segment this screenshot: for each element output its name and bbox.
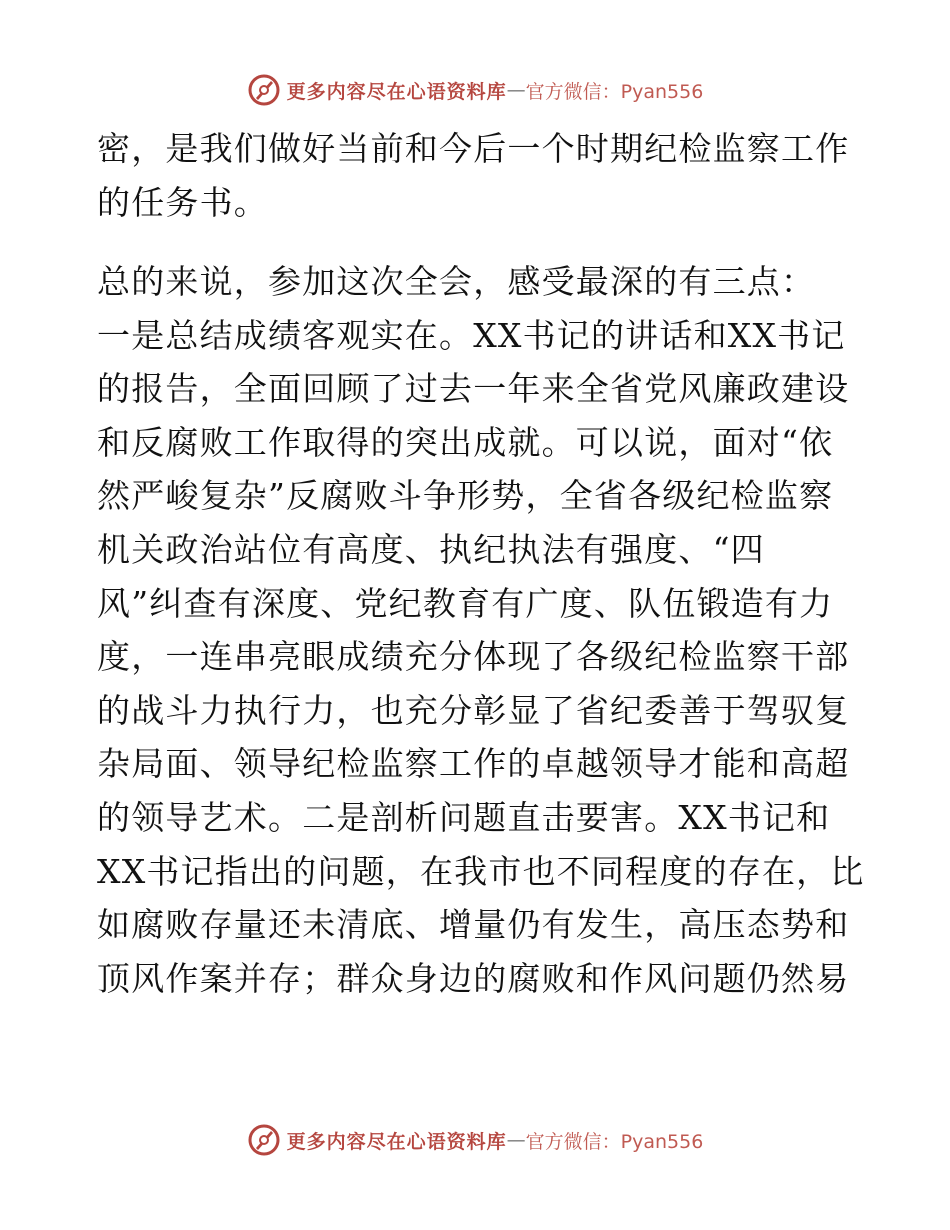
- watermark-contact: 官方微信：Pyan556: [525, 80, 704, 103]
- watermark-brand: 更多内容尽在心语资料库: [286, 1130, 507, 1153]
- text-line: 顶风作案并存；群众身边的腐败和作风问题仍然易: [97, 958, 850, 998]
- text-line: 的任务书。: [97, 182, 268, 222]
- watermark-dash: —: [506, 79, 526, 101]
- text-line: 机关政治站位有高度、执纪执法有强度、“四: [97, 529, 765, 569]
- watermark-dash: —: [506, 1129, 526, 1151]
- text-line: 总的来说，参加这次全会，感受最深的有三点：: [97, 262, 816, 301]
- text-line: 密，是我们做好当前和今后一个时期纪检监察工作: [97, 129, 850, 168]
- text-line: 一是总结成绩客观实在。XX书记的讲话和XX书记: [97, 315, 846, 355]
- text-line: 和反腐败工作取得的突出成就。可以说，面对“依: [97, 422, 834, 462]
- text-line: 的报告，全面回顾了过去一年来全省党风廉政建设: [97, 369, 850, 409]
- footer-watermark: [0, 1120, 950, 1160]
- quill-logo-icon: [247, 73, 281, 107]
- text-line: 然严峻复杂”反腐败斗争形势，全省各级纪检监察: [97, 476, 834, 516]
- quill-logo-icon: [247, 1123, 281, 1157]
- text-line: 的战斗力执行力，也充分彰显了省纪委善于驾驭复: [97, 690, 850, 730]
- watermark-contact: 官方微信：Pyan556: [525, 1130, 704, 1153]
- watermark-brand: 更多内容尽在心语资料库: [286, 80, 507, 103]
- header-watermark: [0, 70, 950, 110]
- text-line: XX书记指出的问题，在我市也不同程度的存在，比: [97, 851, 865, 891]
- text-line: 风”纠查有深度、党纪教育有广度、队伍锻造有力: [97, 583, 834, 623]
- text-line: 如腐败存量还未清底、增量仍有发生，高压态势和: [97, 905, 850, 945]
- paragraph-main: [97, 255, 865, 1005]
- text-line: 度，一连串亮眼成绩充分体现了各级纪检监察干部: [97, 637, 850, 677]
- text-line: 杂局面、领导纪检监察工作的卓越领导才能和高超: [97, 744, 850, 784]
- paragraph-continuation: [97, 122, 857, 229]
- text-line: 的领导艺术。二是剖析问题直击要害。XX书记和: [97, 797, 831, 837]
